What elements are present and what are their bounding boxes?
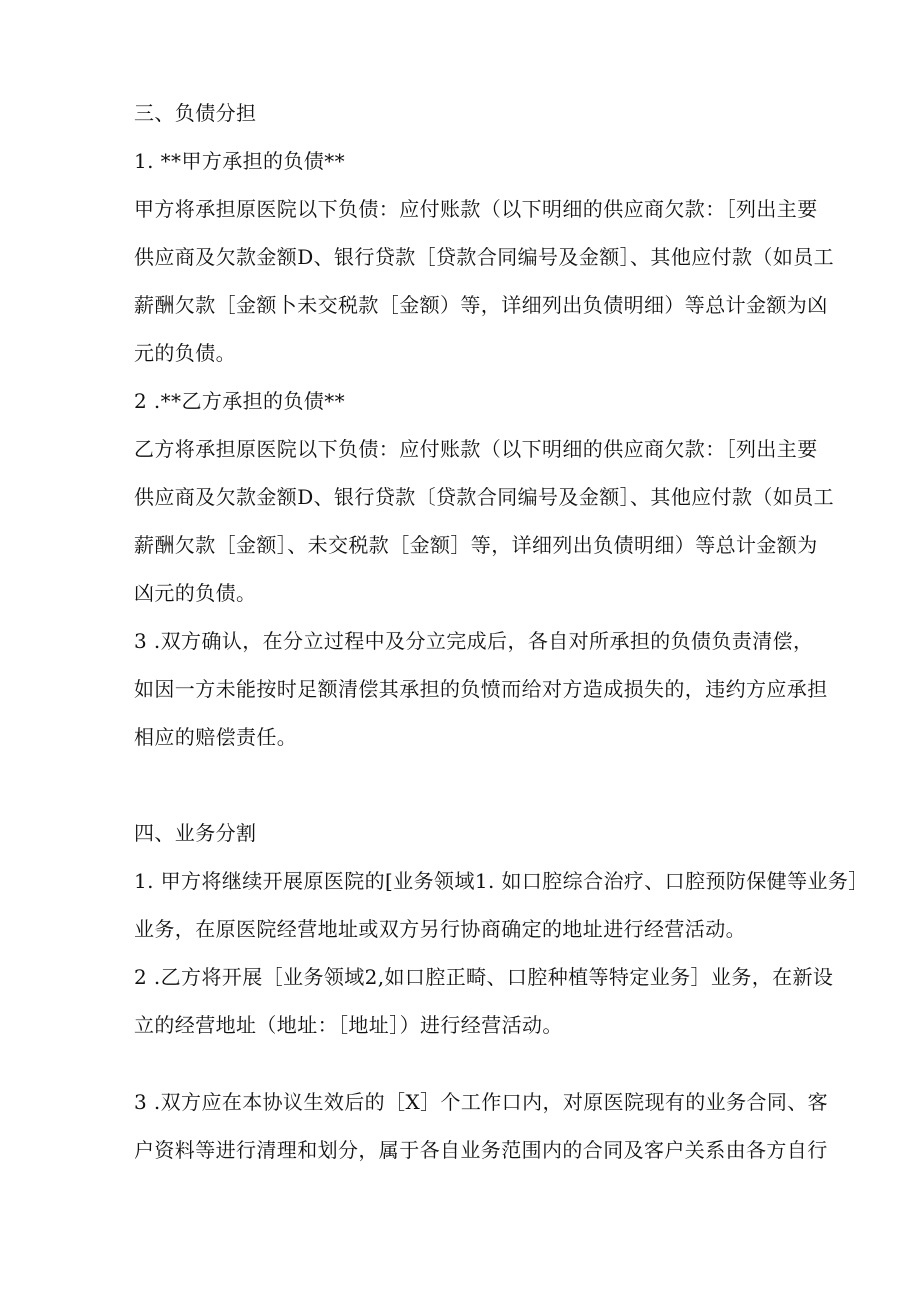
paragraph-line: 元的负债。 [134, 341, 236, 365]
item-title-party-b-liabilities: 2 .**乙方承担的负债** [134, 389, 346, 413]
paragraph-line: 乙方将承担原医院以下负债：应付账款（以下明细的供应商欠款：［列出主要 [134, 437, 818, 461]
paragraph-line: 1. 甲方将继续开展原医院的[业务领域1. 如口腔综合治疗、口腔预防保健等业务］ [134, 869, 869, 893]
paragraph-line: 薪酬欠款［金额］、未交税款［金额］等，详细列出负债明细）等总计金额为 [134, 533, 818, 557]
section-heading-liabilities: 三、负债分担 [134, 101, 257, 125]
paragraph-line: 甲方将承担原医院以下负债：应付账款（以下明细的供应商欠款：［列出主要 [134, 197, 818, 221]
paragraph-line: 供应商及欠款金额D、银行贷款［贷款合同编号及金额］、其他应付款（如员工 [134, 245, 835, 269]
item-title-party-a-liabilities: 1. **甲方承担的负债** [134, 149, 346, 173]
paragraph-line: 薪酬欠款［金额卜未交税款［金额）等，详细列出负债明细）等总计金额为凶 [134, 293, 828, 317]
paragraph-line: 供应商及欠款金额D、银行贷款〔贷款合同编号及金额］、其他应付款（如员工 [134, 485, 835, 509]
paragraph-line: 2 .乙方将开展［业务领域2,如口腔正畸、口腔种植等特定业务］业务，在新设 [134, 965, 834, 989]
paragraph-line: 户资料等进行清理和划分，属于各自业务范围内的合同及客户关系由各方自行 [134, 1138, 828, 1162]
paragraph-line: 立的经营地址（地址：［地址］）进行经营活动。 [134, 1013, 563, 1037]
paragraph-line: 3 .双方确认，在分立过程中及分立完成后，各自对所承担的负债负责清偿， [134, 629, 814, 653]
paragraph-line: 相应的赔偿责任。 [134, 725, 298, 749]
paragraph-line: 3 .双方应在本协议生效后的［X］个工作口内，对原医院现有的业务合同、客 [134, 1090, 829, 1114]
paragraph-line: 如因一方未能按时足额清偿其承担的负愤而给对方造成损失的，违约方应承担 [134, 677, 828, 701]
paragraph-line: 凶元的负债。 [134, 581, 257, 605]
section-heading-business: 四、业务分割 [134, 821, 257, 845]
paragraph-line: 业务，在原医院经营地址或双方另行协商确定的地址进行经营活动。 [134, 917, 746, 941]
